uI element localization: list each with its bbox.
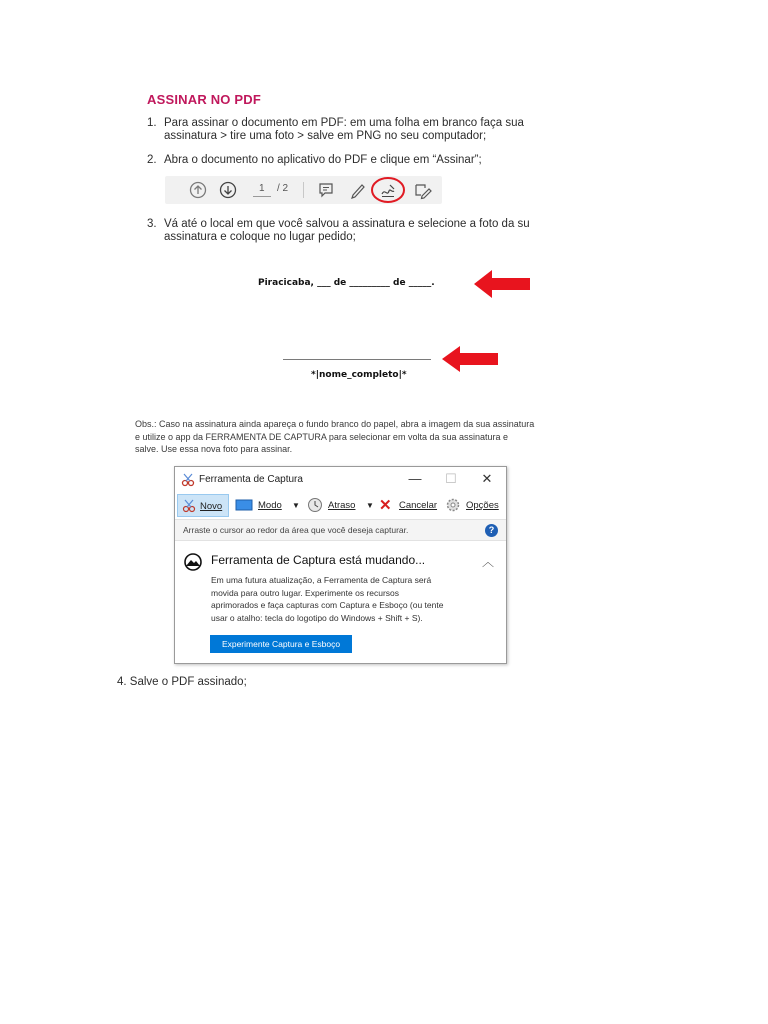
step-2 (147, 153, 547, 169)
name-placeholder: *|nome_completo|* (311, 370, 407, 380)
chevron-up-icon[interactable]: ︿ (481, 555, 494, 569)
window-titlebar[interactable] (175, 467, 506, 492)
arrow-down-icon[interactable] (217, 179, 239, 201)
novo-label: Novo (200, 501, 223, 512)
minimize-button[interactable]: — (408, 471, 422, 486)
try-snip-sketch-button[interactable]: Experimente Captura e Esboço (210, 635, 352, 653)
step-1 (147, 116, 547, 146)
modo-dropdown-icon[interactable]: ▼ (292, 501, 300, 510)
notice-title: Ferramenta de Captura está mudando... (211, 553, 426, 567)
opcoes-button[interactable] (445, 494, 505, 517)
notice-line-4: usar o atalho: tecla do logotipo do Windows + Shift + S). (211, 612, 423, 623)
scissors-icon (181, 473, 195, 487)
highlight-circle (369, 176, 407, 204)
red-arrow-icon (472, 268, 532, 300)
page-current[interactable]: 1 (259, 183, 265, 194)
signature-line (283, 359, 431, 360)
snip-sketch-icon (183, 553, 203, 571)
atraso-label: Atraso (328, 500, 356, 511)
hint-bar (175, 519, 506, 541)
cancel-x-icon: ✕ (379, 497, 392, 514)
mode-icon (235, 499, 253, 511)
obs-line-2: e utilize o app da FERRAMENTA DE CAPTURA para selecionar em volta da sua assinatura e (135, 431, 509, 442)
snipping-toolbar (175, 492, 506, 519)
clock-icon (307, 497, 323, 513)
edit-sign-icon[interactable] (411, 179, 433, 201)
atraso-dropdown-icon[interactable]: ▼ (366, 501, 374, 510)
step-1-line-2: assinatura > tire uma foto > salve em PNG no seu computador; (164, 130, 487, 142)
maximize-button[interactable]: ☐ (445, 471, 457, 486)
notice-body (211, 574, 469, 624)
page-total: / 2 (277, 183, 289, 194)
step-3-number: 3. (147, 218, 157, 230)
atraso-button[interactable] (307, 494, 375, 517)
novo-button[interactable] (177, 494, 229, 517)
step-4: 4. Salve o PDF assinado; (117, 676, 247, 688)
step-3 (147, 217, 547, 247)
red-arrow-icon (440, 344, 500, 374)
modo-button[interactable] (235, 494, 303, 517)
close-button[interactable]: ✕ (481, 471, 493, 486)
step-2-number: 2. (147, 154, 157, 166)
notice-line-2: movida para outro lugar. Experimente os recursos (211, 587, 400, 598)
pdf-toolbar (165, 176, 442, 204)
hint-text: Arraste o cursor ao redor da área que você deseja capturar. (183, 525, 409, 535)
modo-label: Modo (258, 500, 282, 511)
date-line: Piracicaba, ___ de _________ de _____. (258, 278, 435, 288)
observation-note (135, 418, 547, 456)
page-title: ASSINAR NO PDF (147, 92, 262, 107)
toolbar-separator (303, 182, 304, 198)
comment-icon[interactable] (315, 179, 337, 201)
window-title: Ferramenta de Captura (199, 474, 303, 485)
new-snip-icon (181, 499, 197, 513)
help-icon[interactable]: ? (485, 524, 498, 537)
step-3-line-2: assinatura e coloque no lugar pedido; (164, 231, 356, 243)
step-2-line-1: Abra o documento no aplicativo do PDF e clique em “Assinar”; (164, 154, 482, 166)
step-3-line-1: Vá até o local em que você salvou a assinatura e selecione a foto da su (164, 218, 530, 230)
snipping-tool-window (174, 466, 507, 664)
gear-icon (445, 497, 461, 513)
opcoes-label: Opções (466, 500, 499, 511)
page-input-underline (253, 196, 271, 197)
cancelar-button[interactable] (379, 494, 439, 517)
notice-line-1: Em uma futura atualização, a Ferramenta de Captura será (211, 575, 432, 585)
step-1-line-1: Para assinar o documento em PDF: em uma folha em branco faça sua (164, 117, 524, 129)
obs-line-3: salve. Use essa nova foto para assinar. (135, 444, 293, 454)
arrow-up-icon[interactable] (187, 179, 209, 201)
pen-icon[interactable] (347, 179, 369, 201)
cancelar-label: Cancelar (399, 500, 438, 511)
step-1-number: 1. (147, 117, 157, 129)
notice-line-3: aprimorados e faça capturas com Captura e Esboço (ou tente (211, 600, 444, 610)
obs-line-1: Obs.: Caso na assinatura ainda apareça o fundo branco do papel, abra a imagem da sua assinatura (135, 419, 535, 429)
